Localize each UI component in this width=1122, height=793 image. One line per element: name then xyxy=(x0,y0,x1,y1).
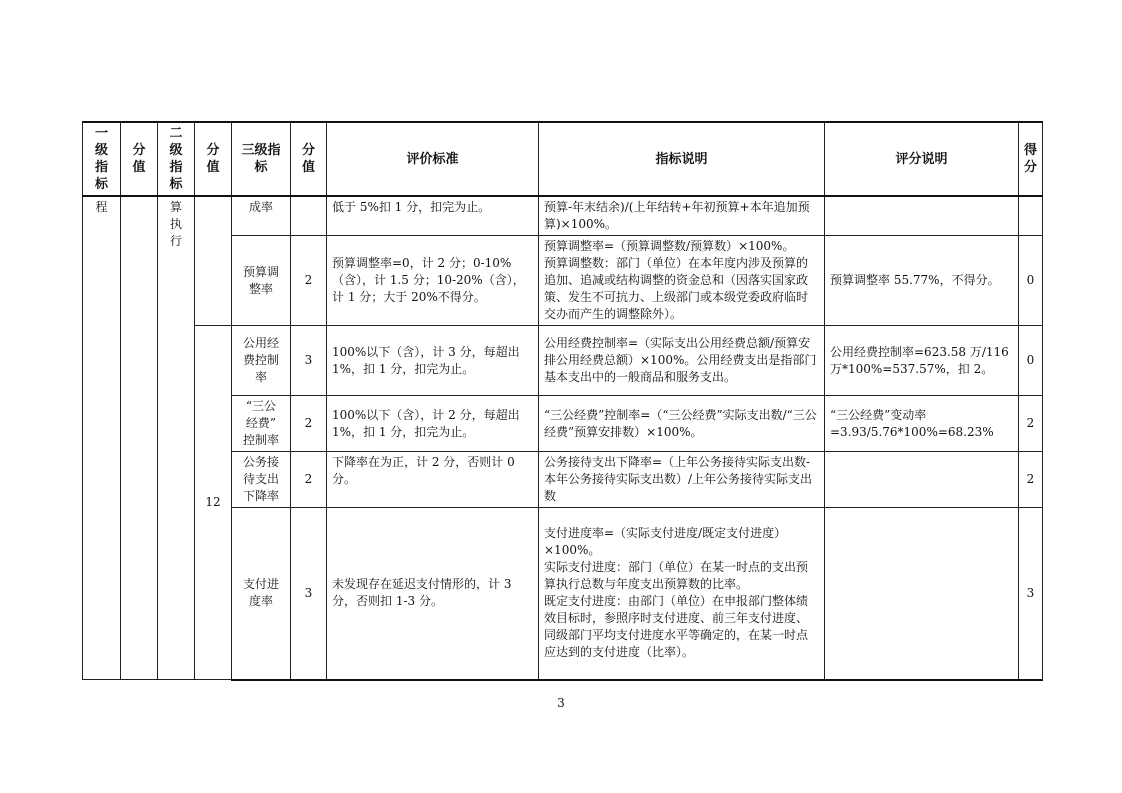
scoring-note-cell xyxy=(825,452,1019,508)
scoring-note-cell: 预算调整率 55.77%，不得分。 xyxy=(825,236,1019,326)
criteria-cell: 未发现存在延迟支付情形的，计 3 分，否则扣 1-3 分。 xyxy=(327,508,539,680)
explanation-cell: 支付进度率=（实际支付进度/既定支付进度）×100%。 实际支付进度：部门（单位）在某一时点的支出预算执行总数与年度支出预算数的比率。 既定支付进度：由部门（单位）在申报部门整体绩效目标时，参照序时支付进度、前三年支付进度、同级部门平均支付进度水平等确定的，在某一时点应达到的支付进度（比率）。 xyxy=(539,508,825,680)
scoring-note-cell xyxy=(825,196,1019,236)
header-scoring-note: 评分说明 xyxy=(825,122,1019,196)
level3-score xyxy=(291,196,327,236)
level2-cell: 算 执 行 xyxy=(158,196,195,680)
result-cell: 2 xyxy=(1019,396,1043,452)
header-explanation: 指标说明 xyxy=(539,122,825,196)
score2-cell: 12 xyxy=(195,326,232,680)
page-number: 3 xyxy=(557,696,565,710)
header-level2: 二 级 指 标 xyxy=(158,122,195,196)
level3-name: 公务接 待支出 下降率 xyxy=(232,452,291,508)
header-score2: 分 值 xyxy=(195,122,232,196)
explanation-cell: 公务接待支出下降率=（上年公务接待实际支出数-本年公务接待实际支出数）/上年公务接待实际支出数 xyxy=(539,452,825,508)
level1-cell: 程 xyxy=(83,196,121,680)
score2-cell-upper xyxy=(195,196,232,326)
scoring-note-cell: “三公经费”变动率=3.93/5.76*100%=68.23% xyxy=(825,396,1019,452)
level3-score: 2 xyxy=(291,452,327,508)
level3-score: 3 xyxy=(291,508,327,680)
header-score1: 分 值 xyxy=(121,122,158,196)
header-score3: 分 值 xyxy=(291,122,327,196)
level3-score: 2 xyxy=(291,236,327,326)
header-level1: 一 级 指 标 xyxy=(83,122,121,196)
explanation-cell: “三公经费”控制率=（“三公经费”实际支出数/“三公经费”预算安排数）×100%。 xyxy=(539,396,825,452)
level3-name: “三公 经费” 控制率 xyxy=(232,396,291,452)
explanation-cell: 预算调整率=（预算调整数/预算数）×100%。 预算调整数：部门（单位）在本年度内涉及预算的追加、追减或结构调整的资金总和（因落实国家政策、发生不可抗力、上级部门或本级党委政府临时交办而产生的调整除外）。 xyxy=(539,236,825,326)
criteria-cell: 100%以下（含），计 2 分，每超出 1%，扣 1 分，扣完为止。 xyxy=(327,396,539,452)
header-row xyxy=(83,122,1043,196)
level3-score: 2 xyxy=(291,396,327,452)
criteria-cell: 低于 5%扣 1 分，扣完为止。 xyxy=(327,196,539,236)
header-result: 得 分 xyxy=(1019,122,1043,196)
scoring-note-cell xyxy=(825,508,1019,680)
scoring-note-cell: 公用经费控制率=623.58 万/116 万*100%=537.57%，扣 2。 xyxy=(825,326,1019,396)
result-cell: 0 xyxy=(1019,326,1043,396)
criteria-cell: 预算调整率=0，计 2 分；0-10%（含），计 1.5 分；10-20%（含），计 1 分；大于 20%不得分。 xyxy=(327,236,539,326)
result-cell: 2 xyxy=(1019,452,1043,508)
criteria-cell: 下降率在为正，计 2 分，否则计 0 分。 xyxy=(327,452,539,508)
evaluation-table xyxy=(82,121,1043,681)
result-cell xyxy=(1019,196,1043,236)
score1-cell xyxy=(121,196,158,680)
header-criteria: 评价标准 xyxy=(327,122,539,196)
table-row xyxy=(83,326,1043,396)
result-cell: 0 xyxy=(1019,236,1043,326)
explanation-cell: 公用经费控制率=（实际支出公用经费总额/预算安排公用经费总额）×100%。公用经费支出是指部门基本支出中的一般商品和服务支出。 xyxy=(539,326,825,396)
level3-name: 成率 xyxy=(232,196,291,236)
result-cell: 3 xyxy=(1019,508,1043,680)
explanation-cell: 预算-年末结余)/(上年结转+年初预算+本年追加预算)×100%。 xyxy=(539,196,825,236)
table-row xyxy=(83,196,1043,236)
level3-name: 预算调 整率 xyxy=(232,236,291,326)
level3-score: 3 xyxy=(291,326,327,396)
criteria-cell: 100%以下（含），计 3 分，每超出 1%，扣 1 分，扣完为止。 xyxy=(327,326,539,396)
level3-name: 支付进 度率 xyxy=(232,508,291,680)
header-level3: 三级指 标 xyxy=(232,122,291,196)
level3-name: 公用经 费控制 率 xyxy=(232,326,291,396)
